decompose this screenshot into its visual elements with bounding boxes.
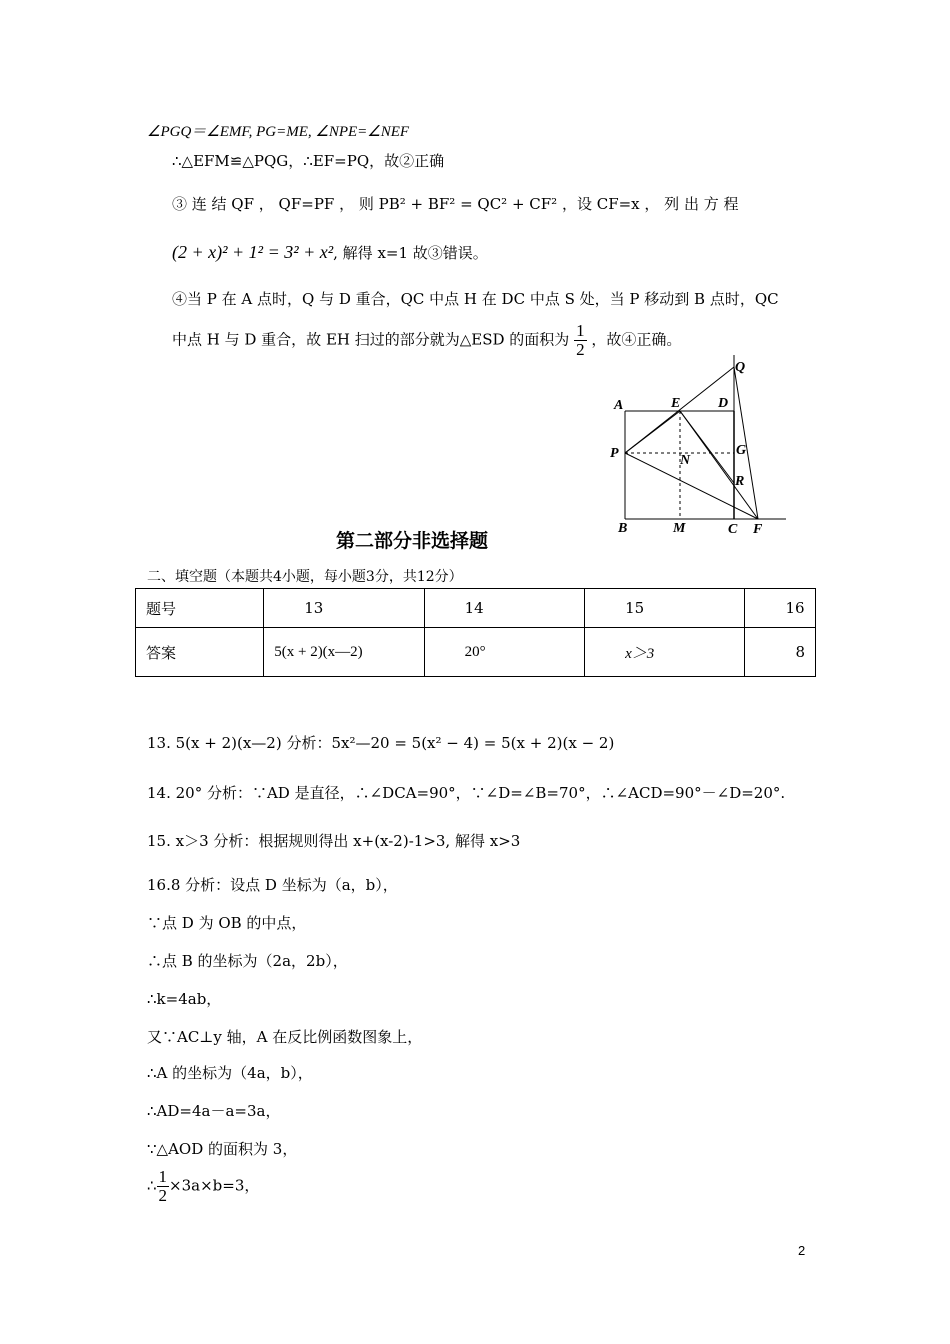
table-cell: 13 [264, 589, 424, 628]
fill-blank-header: 二、填空题（本题共4小题，每小题3分，共12分） [147, 569, 463, 585]
label-m: M [673, 521, 686, 536]
analysis-q16-4: ∴k=4ab， [147, 990, 222, 1008]
text-line-4 [172, 242, 488, 263]
fraction-half: $\frac{1}{2}$ [158, 1167, 168, 1205]
table-row [136, 628, 816, 677]
table-row [136, 589, 816, 628]
label-f: F [753, 522, 763, 537]
analysis-q16-3: ∴点 B 的坐标为（2a，2b）， [147, 952, 348, 970]
label-g: G [736, 443, 747, 458]
table-cell: 20° [424, 628, 584, 677]
label-p: P [610, 446, 619, 461]
table-cell: 16 [745, 589, 816, 628]
equation-tail: , 解得 x=1 故③错误。 [333, 244, 488, 262]
table-cell: 15 [585, 589, 745, 628]
geometry-figure [600, 355, 800, 540]
analysis-q15: 15. x＞3 分析：根据规则得出 x+(x-2)-1>3, 解得 x>3 [147, 832, 521, 850]
text-line-5: ④当 P 在 A 点时，Q 与 D 重合，QC 中点 H 在 DC 中点 S 处，当 P 移动到 B 点时，QC [172, 290, 779, 308]
line6-pre: 中点 H 与 D 重合，故 EH 扫过的部分就为△ESD 的面积为 [172, 330, 570, 349]
label-a: A [614, 398, 624, 413]
text-line-2: ∴△EFM≌△PQG，∴EF=PQ，故②正确 [172, 152, 445, 170]
label-q: Q [735, 360, 746, 375]
page-number: 2 [798, 1243, 806, 1258]
analysis-q16-2: ∵点 D 为 OB 的中点， [147, 914, 307, 932]
analysis-q16-6: ∴A 的坐标为（4a，b）， [147, 1064, 313, 1082]
text-line-1: ∠PGQ＝∠EMF, PG=ME, ∠NPE=∠NEF [147, 124, 410, 140]
table-cell: 答案 [136, 628, 264, 677]
table-cell: 14 [424, 589, 584, 628]
analysis-q16-7: ∴AD=4a－a=3a， [147, 1102, 281, 1120]
table-cell: 题号 [136, 589, 264, 628]
label-n: N [680, 453, 691, 468]
section-title: 第二部分非选择题 [336, 530, 489, 552]
equation: (2 + x)² + 1² = 3² + x² [172, 242, 334, 262]
table-cell: 8 [745, 628, 816, 677]
label-c: C [728, 522, 738, 537]
text-line-6 [172, 322, 681, 359]
analysis-q13: 13. 5(x + 2)(x—2) 分析：5x²—20 = 5(x² − 4) = 5(x + 2)(x − 2) [147, 734, 615, 752]
analysis-q16-5: 又∵AC⊥y 轴，A 在反比例函数图象上， [147, 1028, 423, 1046]
label-d: D [718, 396, 729, 411]
analysis-q16-9: ∴ $\frac{1}{2}$ ×3a×b=3， [147, 1167, 260, 1205]
answer-table [135, 588, 816, 677]
fraction-half: $\frac{1}{2}$ [576, 321, 585, 359]
table-cell: 5(x + 2)(x—2) [264, 628, 424, 677]
analysis-q14: 14. 20° 分析：∵AD 是直径，∴∠DCA=90°，∵∠D=∠B=70°，∴∠ACD=90°－∠D=20°. [147, 784, 786, 802]
label-b: B [618, 521, 628, 536]
analysis-q16-8: ∵△AOD 的面积为 3， [147, 1140, 298, 1158]
line6-post: ，故④正确。 [591, 330, 682, 349]
label-e: E [671, 396, 681, 411]
table-cell: x＞3 [585, 628, 745, 677]
label-r: R [735, 474, 745, 489]
analysis-q16-1: 16.8 分析：设点 D 坐标为（a，b）， [147, 876, 398, 894]
text-line-3: ③ 连 结 QF ， QF=PF ， 则 PB² + BF² = QC² + CF² ，设 CF=x ， 列 出 方 程 [172, 195, 739, 213]
